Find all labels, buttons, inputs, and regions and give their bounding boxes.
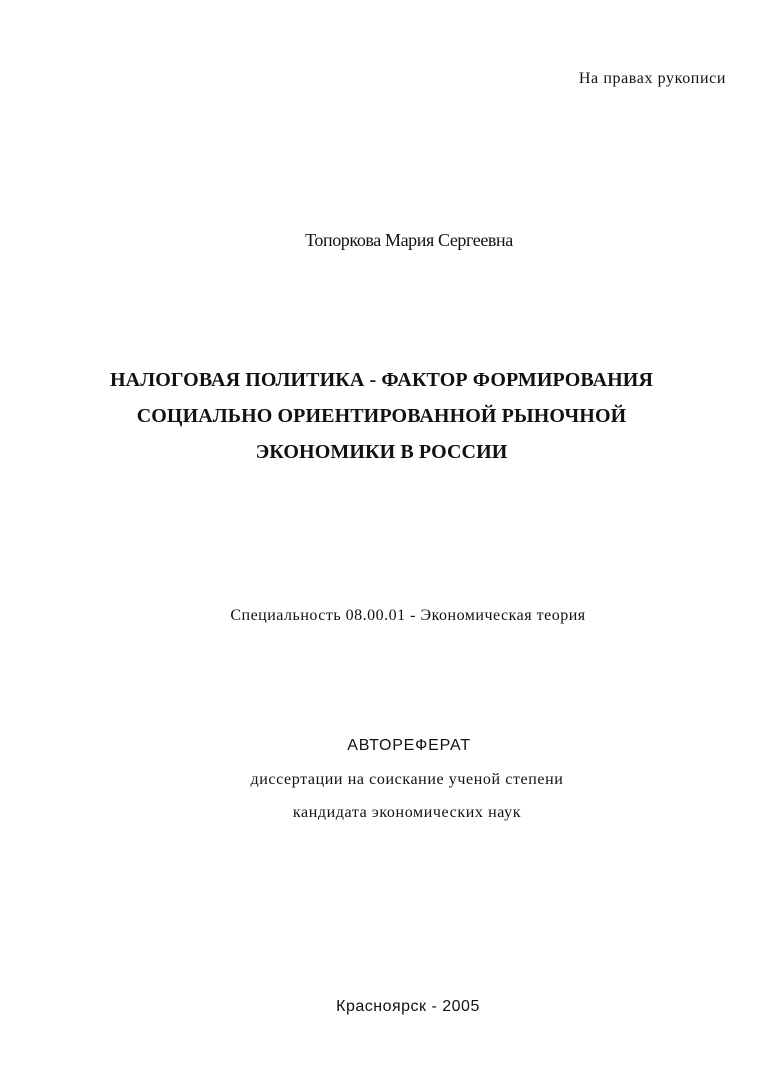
specialty-line: Специальность 08.00.01 - Экономическая теория <box>230 607 586 624</box>
place-year: Красноярск - 2005 <box>336 998 480 1015</box>
abstract-description-line: кандидата экономических наук <box>292 804 522 821</box>
title-line: ЭКОНОМИКИ В РОССИИ <box>255 441 508 463</box>
abstract-description-line: диссертации на соискание ученой степени <box>250 771 564 788</box>
rights-notice: На правах рукописи <box>578 70 726 87</box>
title-line: НАЛОГОВАЯ ПОЛИТИКА - ФАКТОР ФОРМИРОВАНИЯ <box>110 369 653 391</box>
author-name: Топоркова Мария Сергеевна <box>305 230 513 250</box>
title-line: СОЦИАЛЬНО ОРИЕНТИРОВАННОЙ РЫНОЧНОЙ <box>136 405 627 427</box>
abstract-label: АВТОРЕФЕРАТ <box>347 737 471 754</box>
